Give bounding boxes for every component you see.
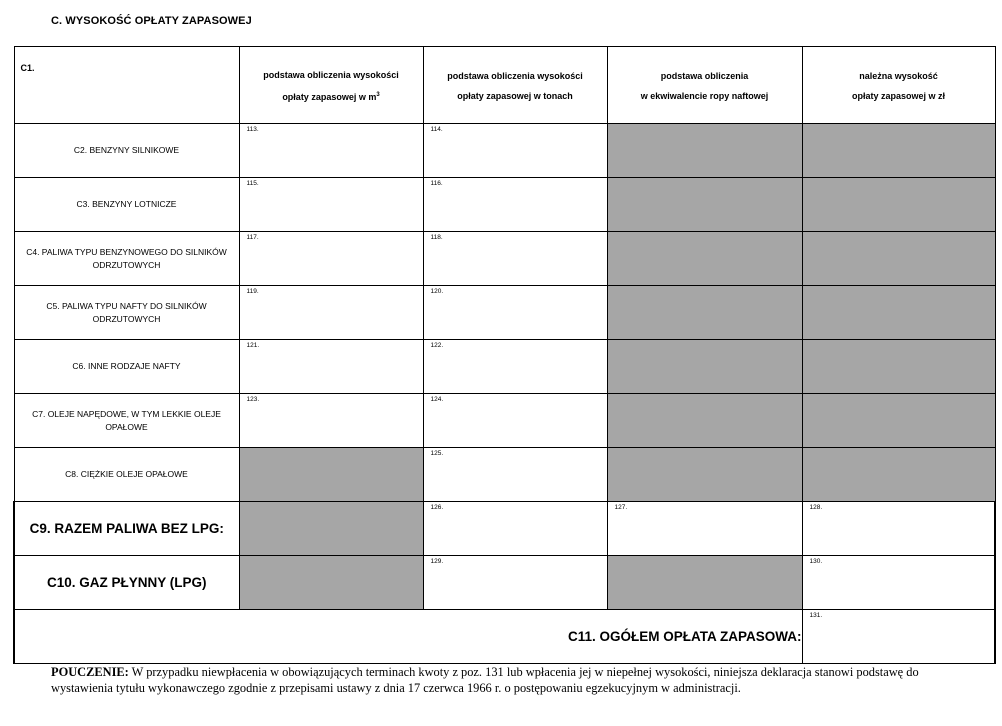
shaded-cell bbox=[607, 232, 802, 286]
instruction-note bbox=[51, 664, 971, 696]
header-col-oil-equivalent bbox=[607, 47, 802, 124]
shaded-cell bbox=[802, 286, 995, 340]
table-row-c7 bbox=[14, 394, 995, 448]
position-number: 124. bbox=[430, 396, 444, 403]
shaded-cell bbox=[802, 394, 995, 448]
field-130[interactable] bbox=[802, 556, 995, 610]
shaded-cell bbox=[239, 448, 423, 502]
shaded-cell bbox=[607, 178, 802, 232]
table-row-c4 bbox=[14, 232, 995, 286]
shaded-cell bbox=[607, 340, 802, 394]
header-col-m3-line1: podstawa obliczenia wysokości bbox=[263, 69, 399, 80]
shaded-cell bbox=[802, 448, 995, 502]
header-col-amount-pln bbox=[802, 47, 995, 124]
shaded-cell bbox=[802, 124, 995, 178]
field-122[interactable] bbox=[423, 340, 607, 394]
shaded-cell bbox=[607, 124, 802, 178]
header-col-amount-line1: należna wysokość bbox=[859, 70, 938, 81]
row-label-c4: C4. PALIWA TYPU BENZYNOWEGO DO SILNIKÓW ODRZUTOWYCH bbox=[14, 232, 239, 286]
field-129[interactable] bbox=[423, 556, 607, 610]
field-131[interactable] bbox=[802, 610, 995, 664]
field-114[interactable] bbox=[423, 124, 607, 178]
position-number: 125. bbox=[430, 450, 444, 457]
header-col-tonnes bbox=[423, 47, 607, 124]
field-123[interactable] bbox=[239, 394, 423, 448]
field-119[interactable] bbox=[239, 286, 423, 340]
field-128[interactable] bbox=[802, 502, 995, 556]
shaded-cell bbox=[607, 448, 802, 502]
shaded-cell bbox=[239, 556, 423, 610]
table-row-c2 bbox=[14, 124, 995, 178]
header-col-m3-line2: opłaty zapasowej w m bbox=[282, 91, 377, 102]
header-col-tonnes-line1: podstawa obliczenia wysokości bbox=[447, 70, 583, 81]
header-col-oil-line2: w ekwiwalencie ropy naftowej bbox=[640, 90, 769, 101]
position-number: 117. bbox=[246, 234, 259, 241]
oplata-zapasowa-table bbox=[13, 46, 996, 664]
shaded-cell bbox=[802, 340, 995, 394]
table-row-c10 bbox=[14, 556, 995, 610]
table-row-c6 bbox=[14, 340, 995, 394]
table-row-c3 bbox=[14, 178, 995, 232]
row-label-c11: C11. OGÓŁEM OPŁATA ZAPASOWA: bbox=[14, 610, 802, 664]
shaded-cell bbox=[607, 286, 802, 340]
shaded-cell bbox=[239, 502, 423, 556]
row-label-c10: C10. GAZ PŁYNNY (LPG) bbox=[14, 556, 239, 610]
position-number: 126. bbox=[430, 504, 444, 511]
field-124[interactable] bbox=[423, 394, 607, 448]
header-col-m3-sup: 3 bbox=[376, 91, 380, 98]
row-label-c6: C6. INNE RODZAJE NAFTY bbox=[14, 340, 239, 394]
position-number: 131. bbox=[809, 612, 823, 619]
row-label-c5: C5. PALIWA TYPU NAFTY DO SILNIKÓW ODRZUTOWYCH bbox=[14, 286, 239, 340]
position-number: 119. bbox=[246, 288, 259, 295]
shaded-cell bbox=[607, 556, 802, 610]
field-113[interactable] bbox=[239, 124, 423, 178]
row-label-c7: C7. OLEJE NAPĘDOWE, W TYM LEKKIE OLEJE OPAŁOWE bbox=[14, 394, 239, 448]
note-text: W przypadku niewpłacenia w obowiązujących terminach kwoty z poz. 131 lub wpłacenia jej w niepełnej wysokości, niniejsza deklaracja stanowi podstawę do wystawienia tytułu wykonawczego zgodnie z przepisami ustawy z dnia 17 czerwca 1966 r. o postępowaniu egzekucyjnym w administracji. bbox=[51, 665, 919, 695]
field-125[interactable] bbox=[423, 448, 607, 502]
field-115[interactable] bbox=[239, 178, 423, 232]
shaded-cell bbox=[802, 178, 995, 232]
table-row-c5 bbox=[14, 286, 995, 340]
position-number: 113. bbox=[246, 126, 259, 133]
header-col-oil-line1: podstawa obliczenia bbox=[660, 70, 749, 81]
note-lead: POUCZENIE: bbox=[51, 665, 129, 679]
shaded-cell bbox=[607, 394, 802, 448]
position-number: 130. bbox=[809, 558, 823, 565]
position-number: 114. bbox=[430, 126, 443, 133]
row-label-c2: C2. BENZYNY SILNIKOWE bbox=[14, 124, 239, 178]
shaded-cell bbox=[802, 232, 995, 286]
row-label-c9: C9. RAZEM PALIWA BEZ LPG: bbox=[14, 502, 239, 556]
field-118[interactable] bbox=[423, 232, 607, 286]
position-number: 116. bbox=[430, 180, 443, 187]
row-label-c8: C8. CIĘŻKIE OLEJE OPAŁOWE bbox=[14, 448, 239, 502]
position-number: 128. bbox=[809, 504, 823, 511]
position-number: 121. bbox=[246, 342, 260, 349]
field-121[interactable] bbox=[239, 340, 423, 394]
position-number: 123. bbox=[246, 396, 260, 403]
field-117[interactable] bbox=[239, 232, 423, 286]
header-col-tonnes-line2: opłaty zapasowej w tonach bbox=[457, 90, 573, 101]
header-col-amount-line2: opłaty zapasowej w zł bbox=[851, 90, 946, 101]
field-120[interactable] bbox=[423, 286, 607, 340]
field-126[interactable] bbox=[423, 502, 607, 556]
field-116[interactable] bbox=[423, 178, 607, 232]
header-corner: C1. bbox=[14, 47, 239, 124]
section-title: C. WYSOKOŚĆ OPŁATY ZAPASOWEJ bbox=[51, 15, 252, 27]
position-number: 115. bbox=[246, 180, 259, 187]
field-127[interactable] bbox=[607, 502, 802, 556]
position-number: 127. bbox=[614, 504, 628, 511]
row-label-c3: C3. BENZYNY LOTNICZE bbox=[14, 178, 239, 232]
table-row-c8 bbox=[14, 448, 995, 502]
position-number: 118. bbox=[430, 234, 443, 241]
table-row-c9 bbox=[14, 502, 995, 556]
position-number: 122. bbox=[430, 342, 444, 349]
header-col-m3 bbox=[239, 47, 423, 124]
table-row-c11 bbox=[14, 610, 995, 664]
position-number: 120. bbox=[430, 288, 444, 295]
header-row bbox=[14, 47, 995, 124]
position-number: 129. bbox=[430, 558, 444, 565]
